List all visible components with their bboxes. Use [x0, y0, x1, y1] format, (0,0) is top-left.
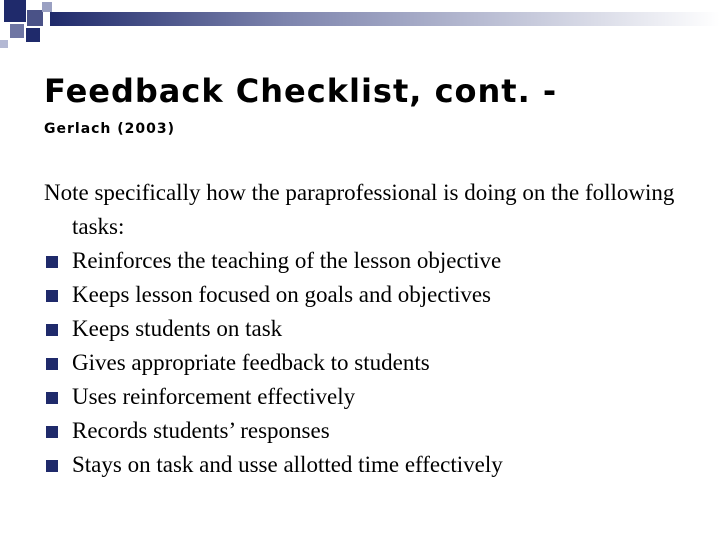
header-square	[0, 40, 8, 48]
task-item	[44, 448, 684, 482]
square-bullet-icon	[46, 256, 58, 268]
square-bullet-icon	[46, 324, 58, 336]
slide-body	[44, 176, 684, 482]
header-square	[27, 10, 43, 26]
header-square	[4, 0, 26, 22]
task-list	[44, 244, 684, 482]
header-decoration	[0, 0, 720, 60]
task-item-text: Uses reinforcement effectively	[72, 384, 356, 409]
task-item-text: Stays on task and usse allotted time effectively	[72, 452, 503, 477]
task-item	[44, 244, 684, 278]
square-bullet-icon	[46, 426, 58, 438]
task-item	[44, 346, 684, 380]
header-square	[26, 28, 40, 42]
header-square	[42, 2, 52, 12]
square-bullet-icon	[46, 358, 58, 370]
task-item	[44, 414, 684, 448]
task-item	[44, 380, 684, 414]
header-square	[10, 24, 24, 38]
square-bullet-icon	[46, 460, 58, 472]
slide-subtitle: Gerlach (2003)	[44, 121, 176, 137]
task-item-text: Reinforces the teaching of the lesson objective	[72, 248, 502, 273]
task-item-text: Keeps lesson focused on goals and objectives	[72, 282, 492, 307]
intro-text: Note specifically how the paraprofessional is doing on the following tasks:	[44, 180, 675, 239]
slide-title: Feedback Checklist, cont. -	[44, 72, 558, 110]
task-item-text: Gives appropriate feedback to students	[72, 350, 430, 375]
task-item	[44, 312, 684, 346]
task-item-text: Keeps students on task	[72, 316, 283, 341]
task-item-text: Records students’ responses	[72, 418, 330, 443]
task-item	[44, 278, 684, 312]
square-bullet-icon	[46, 392, 58, 404]
header-gradient-bar	[50, 12, 720, 26]
square-bullet-icon	[46, 290, 58, 302]
